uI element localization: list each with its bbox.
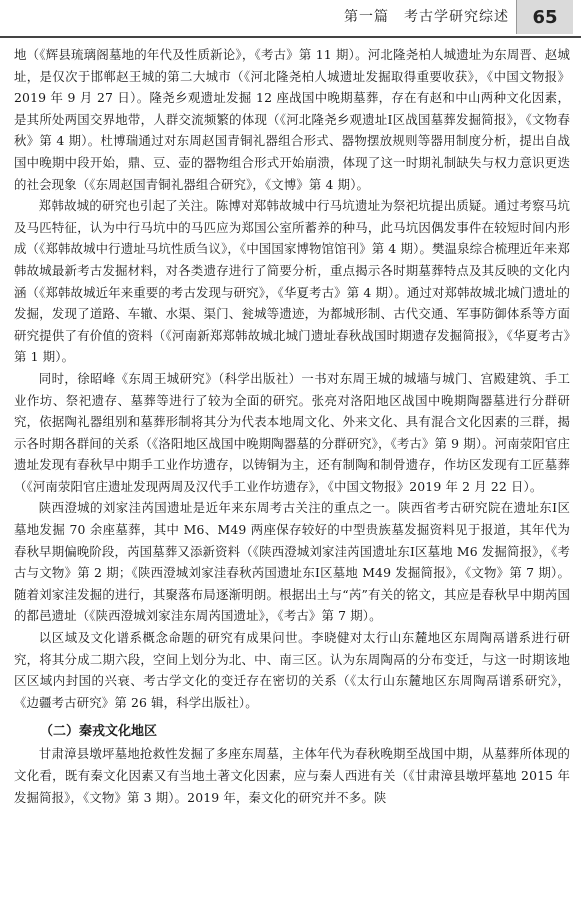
page-number: 65 <box>516 0 573 34</box>
paragraph-qinrong: 甘肃漳县墩坪墓地抢救性发掘了多座东周墓，主体年代为春秋晚期至战国中期，从墓葬所体现的文化看，既有秦文化因素又有当地土著文化因素，应与秦人西进有关（《甘肃漳县墩坪墓地 2015 年发掘简报》，《文物》第 3 期）。2019 年，秦文化的研究并不多。陕 <box>14 746 570 805</box>
page-body <box>14 44 570 808</box>
paragraph-zhenghan: 郑韩故城的研究也引起了关注。陈博对郑韩故城中行马坑遗址为祭祀坑提出质疑。通过考察马坑及马匹特征，认为中行马坑中的马匹应为郑国公室所蓄养的种马，此马坑因偶发事件在较短时间内形成（《郑韩故城中行遗址马坑性质刍议》，《中国国家博物馆馆刊》第 4 期）。樊温泉综合梳理近年来郑韩故城最新考古发掘材料，对各类遗存进行了简要分析，重点揭示各时期墓葬特点及其反映的文化内涵（《郑韩故城近年来重要的考古发现与研究》，《华夏考古》第 4 期）。通过对郑韩故城北城门遗址的发掘，发现了道路、车辙、水渠、渠门、瓮城等遗迹，为都城形制、古代交通、军事防御体系等方面研究提供了有价值的资料（《河南新郑郑韩故城北城门遗址春秋战国时期遗存发掘简报》，《华夏考古》第 1 期）。 <box>14 198 570 365</box>
page-header <box>0 0 581 38</box>
paragraph-handan: 地（《辉县琉璃阁墓地的年代及性质新论》，《考古》第 11 期）。河北隆尧柏人城遗址为东周晋、赵城址，是仅次于邯郸赵王城的第二大城市（《河北隆尧柏人城遗址发掘取得重要收获》，《中国文物报》2019 年 9 月 27 日）。隆尧乡观遗址发掘 12 座战国中晚期墓葬，存在有赵和中山两种文化因素，是其所处两国交界地带，人群交流频繁的体现（《河北隆尧乡观遗址Ⅰ区战国墓葬发掘简报》，《文物春秋》第 4 期）。杜博瑞通过对东周赵国青铜礼器组合形式、器物摆放规则等器用制度分析，提出自战国中晚期中段开始，鼎、豆、壶的器物组合形式开始崩溃，体现了这一时期礼制缺失与权力意识更迭的社会现象（《东周赵国青铜礼器组合研究》，《文博》第 4 期）。 <box>14 47 570 192</box>
paragraph-ruiguo: 陕西澄城的刘家洼芮国遗址是近年来东周考古关注的重点之一。陕西省考古研究院在遗址东Ⅰ区墓地发掘 70 余座墓葬，其中 M6、M49 两座保存较好的中型贵族墓发掘资料见于报道，其年代为春秋早期偏晚阶段，芮国墓葬又添新资料（《陕西澄城刘家洼芮国遗址东Ⅰ区墓地 M6 发掘简报》，《考古与文物》第 2 期；《陕西澄城刘家洼春秋芮国遗址东Ⅰ区墓地 M49 发掘简报》，《文物》第 7 期）。随着刘家洼发掘的进行，其聚落布局逐渐明朗。根据出土与“芮”有关的铭文，其应是春秋早中期芮国的都邑遗址（《陕西澄城刘家洼东周芮国遗址》，《考古》第 7 期）。 <box>14 500 570 624</box>
section-heading: （二）秦戎文化地区 <box>40 724 158 740</box>
running-title: 第一篇 考古学研究综述 <box>344 9 509 25</box>
paragraph-luoyang: 同时，徐昭峰《东周王城研究》（科学出版社）一书对东周王城的城墙与城门、宫殿建筑、手工业作坊、祭祀遗存、墓葬等进行了较为全面的研究。张亮对洛阳地区战国中晚期陶器墓进行分群研究，依据陶礼器组别和墓葬形制将其分为代表本地周文化、外来文化、具有混合文化因素的三群，揭示各时期各群间的关系（《洛阳地区战国中晚期陶器墓的分群研究》，《考古》第 9 期）。河南荥阳官庄遗址发现有春秋早中期手工业作坊遗存，以铸铜为主，还有制陶和制骨遗存，作坊区发现有工匠墓葬（《河南荥阳官庄遗址发现两周及汉代手工业作坊遗存》，《中国文物报》2019 年 2 月 22 日）。 <box>14 370 570 494</box>
paragraph-taihang: 以区域及文化谱系概念命题的研究有成果问世。李晓健对太行山东麓地区东周陶鬲谱系进行研究，将其分成二期六段，空间上划分为北、中、南三区。认为东周陶鬲的分布变迁，与这一时期该地区区域内封国的兴衰、考古学文化的变迁存在密切的关系（《太行山东麓地区东周陶鬲谱系研究》，《边疆考古研究》第 26 辑，科学出版社）。 <box>14 630 570 710</box>
